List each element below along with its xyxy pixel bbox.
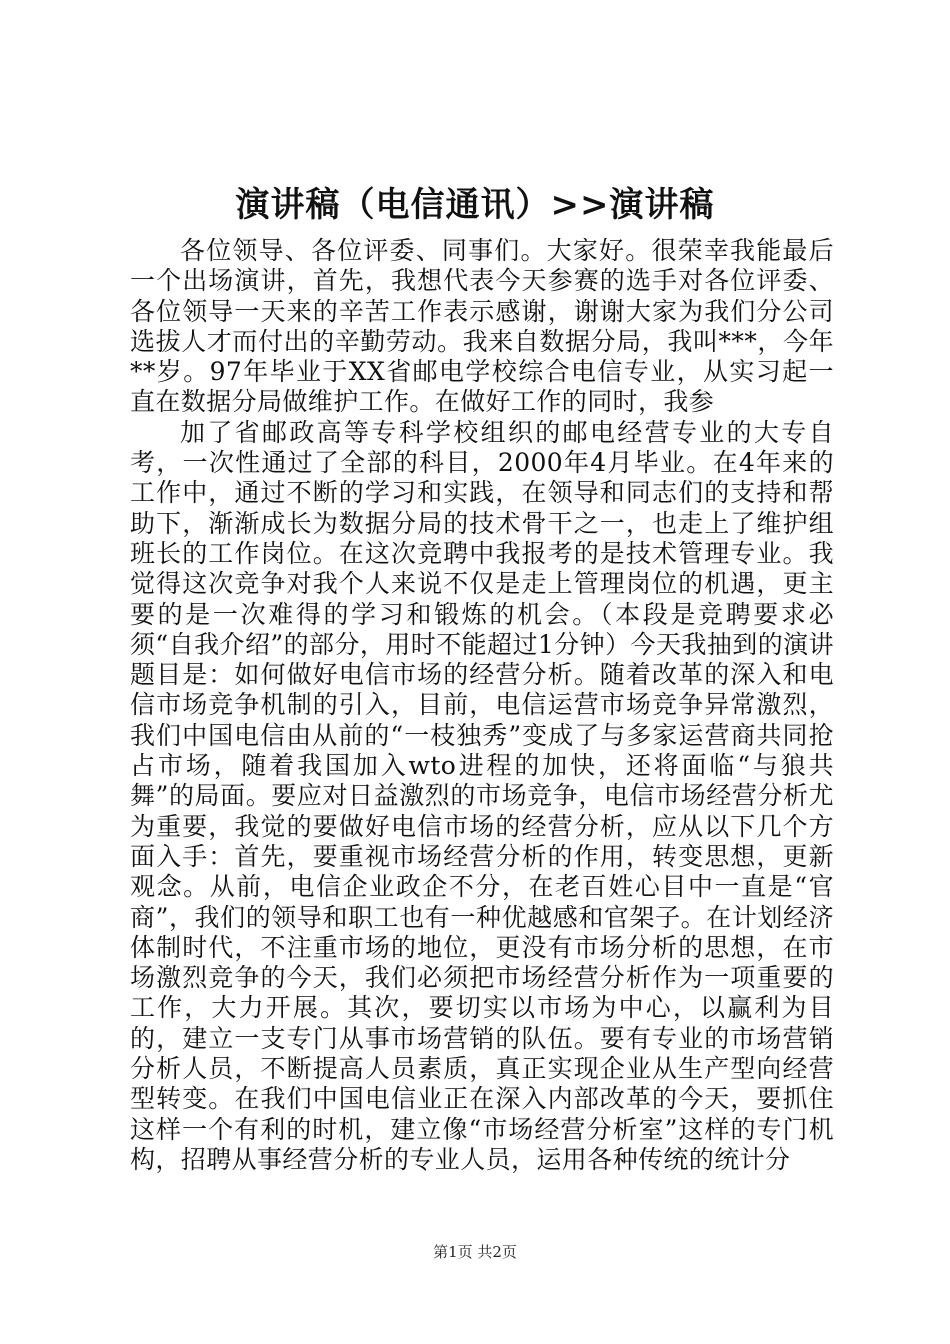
paragraph-2: 加了省邮政高等专科学校组织的邮电经营专业的大专自考，一次性通过了全部的科目，2000年4月毕业。在4年来的工作中，通过不断的学习和实践，在领导和同志们的支持和帮助下，渐渐成长为数据分局的技术骨干之一，也走上了维护组班长的工作岗位。在这次竞聘中我报考的是技术管理专业。我觉得这次竞争对我个人来说不仅是走上管理岗位的机遇，更主要的是一次难得的学习和锻炼的机会。（本段是竞聘要求必须“自我介绍”的部分，用时不能超过1分钟）今天我抽到的演讲题目是：如何做好电信市场的经营分析。随着改革的深入和电信市场竞争机制的引入，目前，电信运营市场竞争异常激烈，我们中国电信由从前的“一枝独秀”变成了与多家运营商共同抢占市场，随着我国加入wto进程的加快，还将面临“与狼共舞”的局面。要应对日益激烈的市场竞争，电信市场经营分析尤为重要，我觉的要做好电信市场的经营分析，应从以下几个方面入手：首先，要重视市场经营分析的作用，转变思想，更新观念。从前，电信企业政企不分，在老百姓心目中一直是“官商”，我们的领导和职工也有一种优越感和官架子。在计划经济体制时代，不注重市场的地位，更没有市场分析的思想，在市场激烈竞争的今天，我们必须把市场经营分析作为一项重要的工作，大力开展。其次，要切实以市场为中心，以赢利为目的，建立一支专门从事市场营销的队伍。要有专业的市场营销分析人员，不断提高人员素质，真正实现企业从生产型向经营型转变。在我们中国电信业正在深入内部改革的今天，要抓住这样一个有利的时机，建立像“市场经营分析室”这样的专门机构，招聘从事经营分析的专业人员，运用各种传统的统计分 [130, 417, 834, 1174]
document-title: 演讲稿（电信通讯）>>演讲稿 [235, 185, 715, 225]
document-body [130, 236, 834, 1175]
paragraph-1: 各位领导、各位评委、同事们。大家好。很荣幸我能最后一个出场演讲，首先，我想代表今天参赛的选手对各位评委、各位领导一天来的辛苦工作表示感谢，谢谢大家为我们分公司选拔人才而付出的辛勤劳动。我来自数据分局，我叫***，今年**岁。97年毕业于XX省邮电学校综合电信专业，从实习起一直在数据分局做维护工作。在做好工作的同时，我参 [130, 236, 834, 417]
page-footer: 第1页 共2页 [433, 1243, 517, 1261]
